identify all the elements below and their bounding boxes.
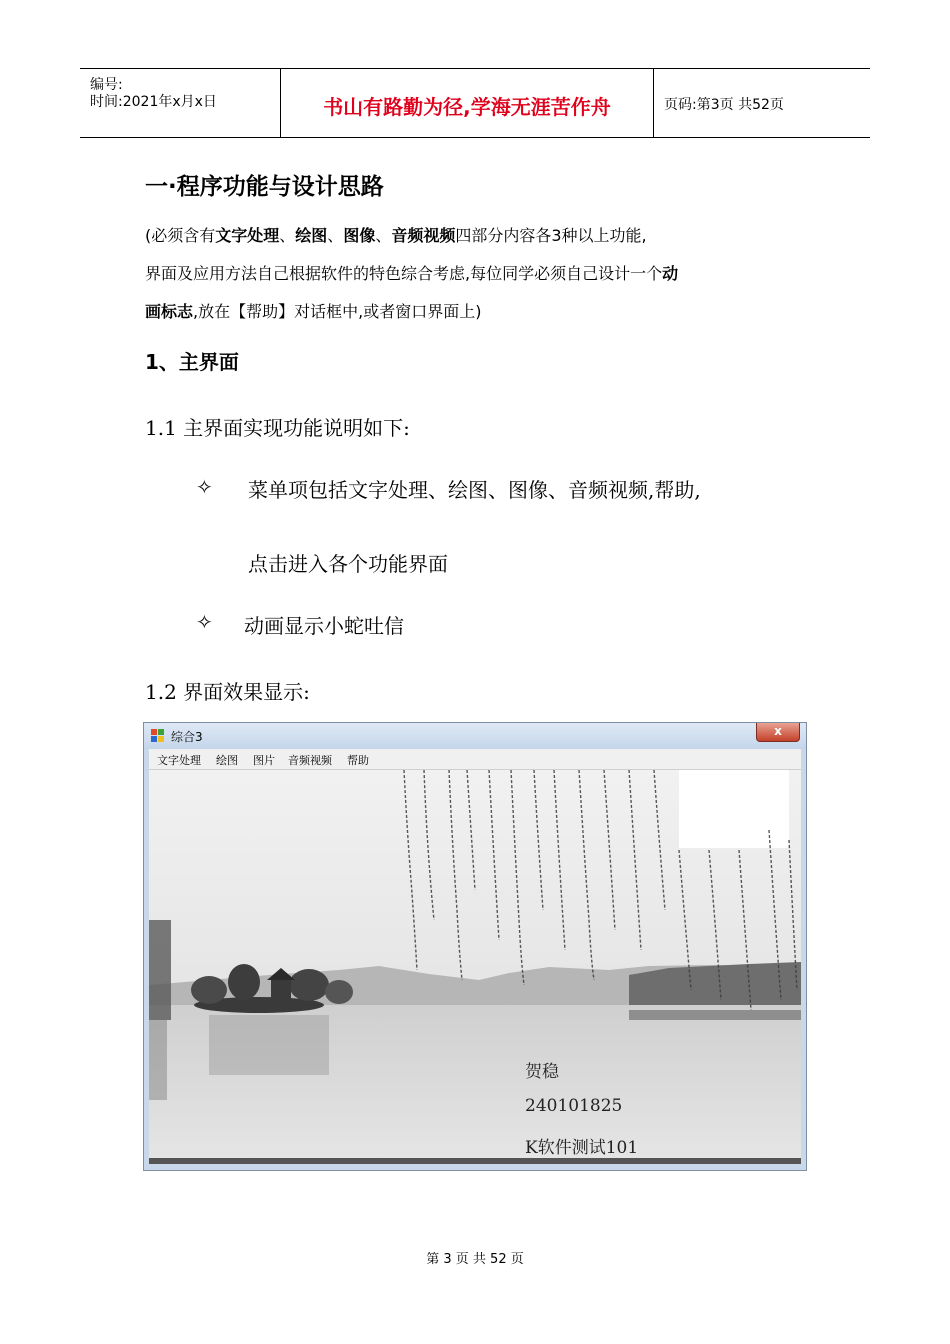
menu-images[interactable]: 图片: [253, 754, 275, 767]
menu-drawing[interactable]: 绘图: [216, 754, 238, 767]
bullet-icon: ✧: [196, 610, 213, 634]
menu-help[interactable]: 帮助: [347, 754, 369, 767]
intro-text: (必须含有: [145, 226, 216, 245]
intro-bold: 动: [662, 264, 679, 283]
intro-bold: 图像: [343, 226, 376, 245]
bullet-text: 菜单项包括文字处理、绘图、图像、音频视频,帮助,: [248, 478, 701, 502]
menu-audio-video[interactable]: 音频视频: [288, 754, 332, 767]
intro-text: 、: [279, 226, 296, 245]
intro-line-1: [145, 226, 825, 246]
app-window-screenshot: [143, 722, 807, 1171]
intro-bold: 绘图: [295, 226, 328, 245]
header-info-cell: [80, 69, 281, 137]
bullet-text-continued: 点击进入各个功能界面: [248, 552, 448, 576]
window-title: 综合3: [171, 730, 203, 744]
intro-text: 、: [375, 226, 392, 245]
header-motto: 书山有路勤为径,学海无涯苦作舟: [323, 95, 611, 119]
intro-bold: 画标志: [145, 302, 194, 321]
menu-text-processing[interactable]: 文字处理: [157, 754, 201, 767]
page-header: [80, 68, 870, 138]
intro-text: 四部分内容各3种以上功能,: [455, 226, 647, 245]
header-page-cell: [654, 69, 870, 137]
intro-text: ,放在【帮助】对话框中,或者窗口界面上): [193, 302, 482, 321]
lake-landscape-image: [149, 770, 801, 1164]
intro-bold: 音频视频: [391, 226, 456, 245]
heading-1-2: 1.2 界面效果显示:: [145, 680, 310, 704]
author-name: 贺稳: [525, 1062, 559, 1082]
intro-bold: 文字处理: [215, 226, 280, 245]
intro-text: 、: [327, 226, 344, 245]
document-date-label: 时间:2021年x月x日: [90, 94, 217, 110]
menu-bar: [149, 749, 801, 770]
bullet-text: 动画显示小蛇吐信: [244, 614, 404, 638]
header-page-number: 页码:第3页 共52页: [664, 97, 784, 113]
author-class: K软件测试101: [525, 1138, 639, 1158]
intro-text: 界面及应用方法自己根据软件的特色综合考虑,每位同学必须自己设计一个: [145, 264, 663, 283]
header-motto-cell: [281, 69, 654, 137]
app-icon: [150, 728, 166, 744]
bullet-icon: ✧: [196, 475, 213, 499]
document-number-label: 编号:: [90, 77, 123, 93]
section-title: 一·程序功能与设计思路: [145, 174, 384, 200]
page-footer: 第 3 页 共 52 页: [426, 1252, 524, 1267]
subsection-title: 1、主界面: [145, 350, 239, 374]
window-titlebar: [144, 723, 806, 749]
window-client-area: [149, 770, 801, 1164]
heading-1-1: 1.1 主界面实现功能说明如下:: [145, 416, 410, 440]
intro-line-2: [145, 264, 825, 284]
intro-line-3: [145, 302, 825, 322]
author-id: 240101825: [525, 1096, 623, 1116]
close-button[interactable]: x: [756, 723, 800, 742]
